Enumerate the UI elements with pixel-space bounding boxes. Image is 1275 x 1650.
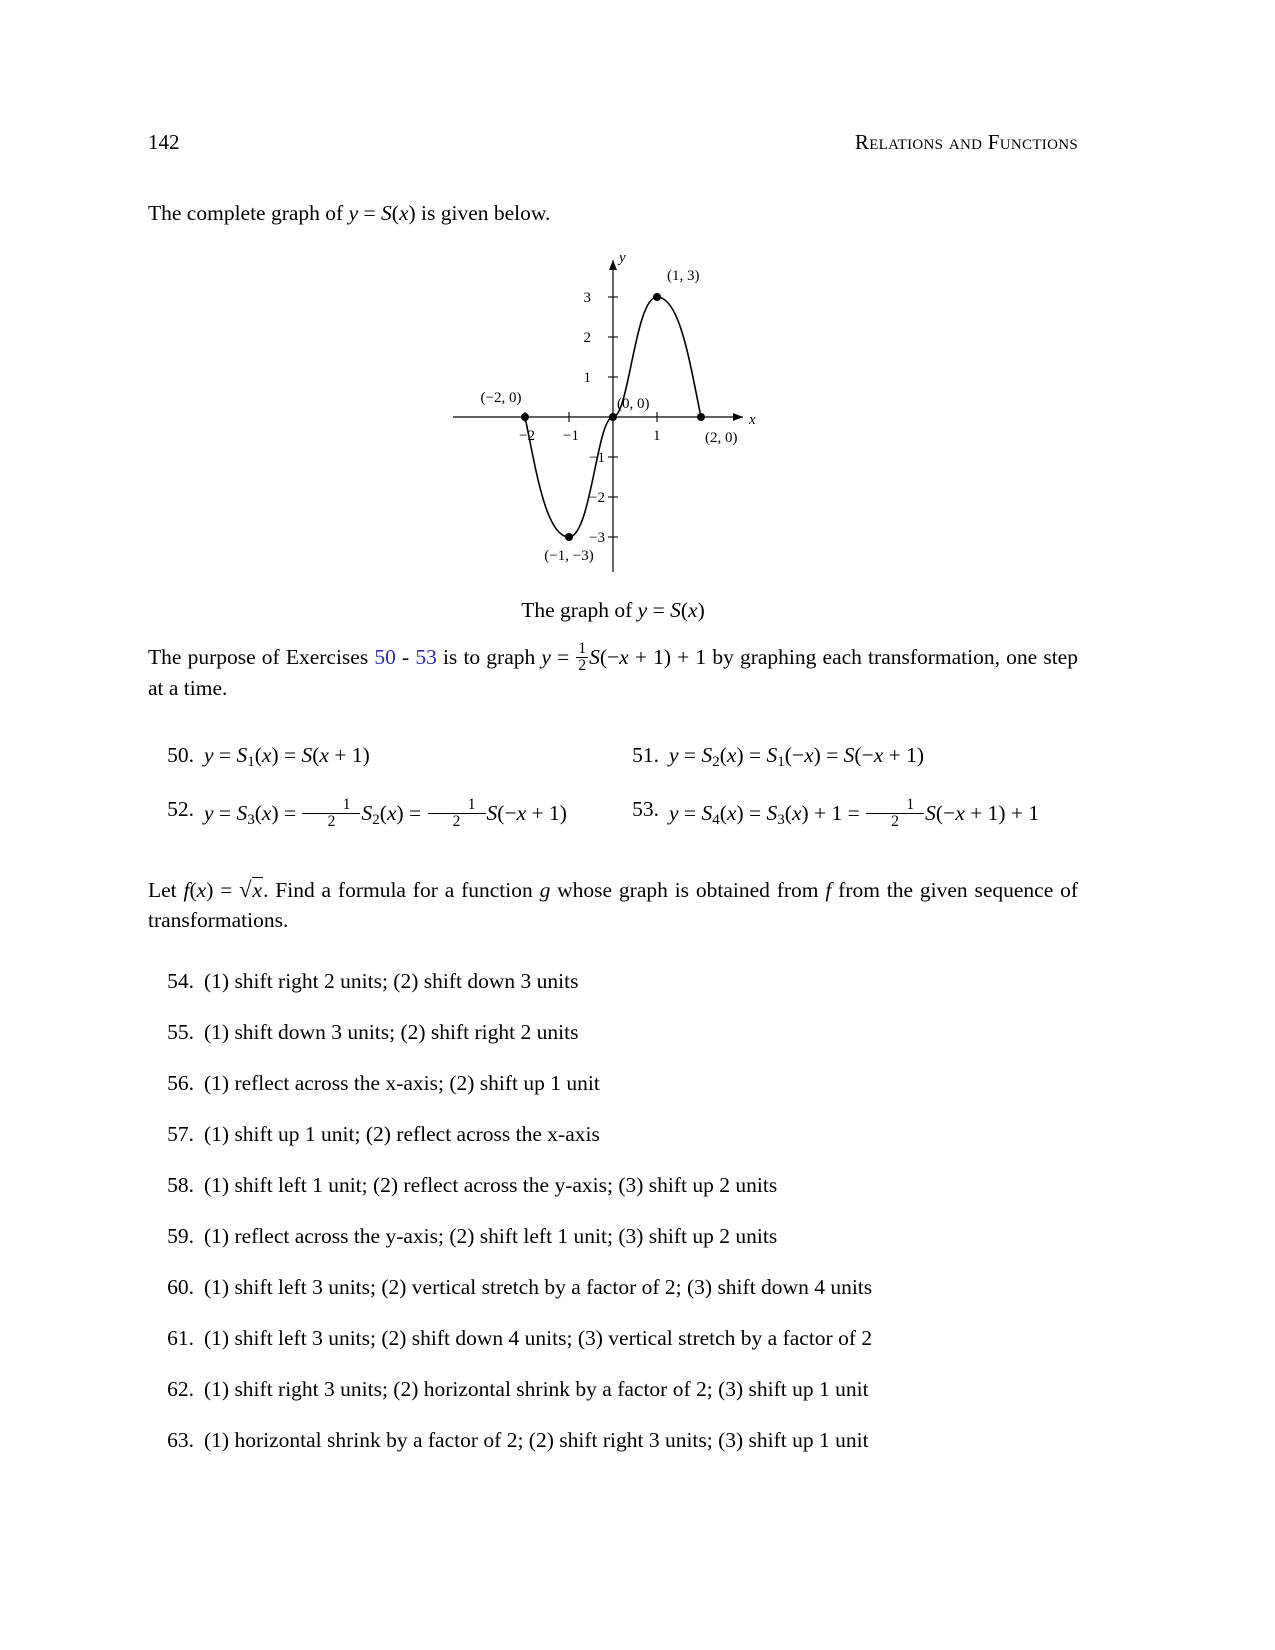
exercise-54 bbox=[148, 969, 1078, 994]
exercise-57 bbox=[148, 1122, 1078, 1147]
let-paragraph: Let f(x) = √x. Find a formula for a function g whose graph is obtained from f from the given sequence of transformations. bbox=[148, 876, 1078, 932]
exercise-ref-53[interactable]: 53 bbox=[415, 644, 437, 669]
exercise-text: (1) shift left 3 units; (2) shift down 4 units; (3) vertical stretch by a factor of 2 bbox=[204, 1326, 873, 1351]
exercise-list-54-63 bbox=[148, 969, 1078, 1453]
exercise-51 bbox=[613, 743, 1078, 771]
exercise-text: (1) shift up 1 unit; (2) reflect across the x-axis bbox=[204, 1122, 600, 1147]
point-label: (2, 0) bbox=[705, 430, 738, 446]
y-tick-label: −3 bbox=[589, 530, 605, 546]
exercise-52 bbox=[148, 797, 613, 830]
exercise-number: 53. bbox=[632, 797, 659, 822]
page-header bbox=[148, 130, 1078, 155]
page-content bbox=[148, 130, 1078, 1453]
exercise-number: 56. bbox=[167, 1071, 194, 1096]
exercise-number: 55. bbox=[167, 1020, 194, 1045]
exercise-row bbox=[148, 743, 1078, 771]
graph-svg bbox=[383, 242, 843, 592]
graph-figure bbox=[148, 242, 1078, 622]
exercise-number: 50. bbox=[167, 743, 194, 768]
exercise-body: $y = S_2(x) = S_1(-x) = S(-x + 1)$ bbox=[669, 743, 925, 771]
exercise-text: (1) shift right 2 units; (2) shift down 3 units bbox=[204, 969, 579, 994]
exercise-number: 57. bbox=[167, 1122, 194, 1147]
x-axis-label: x bbox=[749, 412, 756, 428]
exercise-text: (1) shift left 1 unit; (2) reflect across the y-axis; (3) shift up 2 units bbox=[204, 1173, 778, 1198]
exercise-ref-50[interactable]: 50 bbox=[374, 644, 396, 669]
exercise-62 bbox=[148, 1377, 1078, 1402]
exercise-grid-50-53 bbox=[148, 743, 1078, 830]
exercise-59 bbox=[148, 1224, 1078, 1249]
point-label: (0, 0) bbox=[617, 396, 650, 412]
exercise-number: 58. bbox=[167, 1173, 194, 1198]
exercise-60 bbox=[148, 1275, 1078, 1300]
page-number: 142 bbox=[148, 130, 180, 154]
y-tick-label: −2 bbox=[589, 490, 605, 506]
x-tick-label: 1 bbox=[653, 428, 661, 444]
purpose-paragraph: The purpose of Exercises 50 - 53 is to graph y = $\frac{1}{2}$ S(−x + 1) + 1 by graphing each transformation, one step at a time. bbox=[148, 640, 1078, 700]
figure-caption: The graph of y = S(x) bbox=[521, 598, 705, 622]
exercise-63 bbox=[148, 1428, 1078, 1453]
exercise-row bbox=[148, 797, 1078, 830]
exercise-number: 60. bbox=[167, 1275, 194, 1300]
y-axis-label: y bbox=[619, 250, 626, 266]
exercise-number: 52. bbox=[167, 797, 194, 822]
exercise-55 bbox=[148, 1020, 1078, 1045]
exercise-number: 51. bbox=[632, 743, 659, 768]
exercise-number: 54. bbox=[167, 969, 194, 994]
point-label: (−2, 0) bbox=[480, 390, 522, 406]
y-tick-label: 2 bbox=[583, 330, 591, 346]
y-axis-arrow bbox=[609, 260, 617, 270]
exercise-body: $y = S_1(x) = S(x + 1)$ bbox=[204, 743, 370, 771]
exercise-number: 61. bbox=[167, 1326, 194, 1351]
exercise-text: (1) shift down 3 units; (2) shift right 2 units bbox=[204, 1020, 579, 1045]
x-tick-label: −1 bbox=[563, 428, 579, 444]
exercise-56 bbox=[148, 1071, 1078, 1096]
exercise-number: 63. bbox=[167, 1428, 194, 1453]
exercise-58 bbox=[148, 1173, 1078, 1198]
point-label: (1, 3) bbox=[667, 268, 700, 284]
exercise-text: (1) shift left 3 units; (2) vertical stretch by a factor of 2; (3) shift down 4 units bbox=[204, 1275, 873, 1300]
exercise-number: 59. bbox=[167, 1224, 194, 1249]
exercise-body: $y = S_3(x)$ = $\frac{1}{2}$ $S_2(x)$ = $\frac{1}{2}$ S(−x + 1) bbox=[204, 796, 567, 831]
exercise-text: (1) shift right 3 units; (2) horizontal shrink by a factor of 2; (3) shift up 1 unit bbox=[204, 1377, 869, 1402]
exercise-61 bbox=[148, 1326, 1078, 1351]
exercise-text: (1) horizontal shrink by a factor of 2; (2) shift right 3 units; (3) shift up 1 unit bbox=[204, 1428, 869, 1453]
exercise-text: (1) reflect across the x-axis; (2) shift up 1 unit bbox=[204, 1071, 600, 1096]
point-label: (−1, −3) bbox=[544, 548, 594, 564]
exercise-text: (1) reflect across the y-axis; (2) shift left 1 unit; (3) shift up 2 units bbox=[204, 1224, 778, 1249]
x-axis-arrow bbox=[733, 413, 743, 421]
y-tick-label: −1 bbox=[589, 450, 605, 466]
exercise-body: $y = S_4(x) = S_3(x) + 1$ = $\frac{1}{2}$ S(−x + 1) + 1 bbox=[669, 796, 1040, 831]
exercise-53 bbox=[613, 797, 1078, 830]
exercise-50 bbox=[148, 743, 613, 771]
y-tick-label: 3 bbox=[583, 290, 591, 306]
y-tick-label: 1 bbox=[583, 370, 591, 386]
intro-sentence: The complete graph of y = S(x) is given below. bbox=[148, 201, 551, 225]
x-tick-label: −2 bbox=[519, 428, 535, 444]
running-head: Relations and Functions bbox=[854, 130, 1078, 154]
exercise-number: 62. bbox=[167, 1377, 194, 1402]
